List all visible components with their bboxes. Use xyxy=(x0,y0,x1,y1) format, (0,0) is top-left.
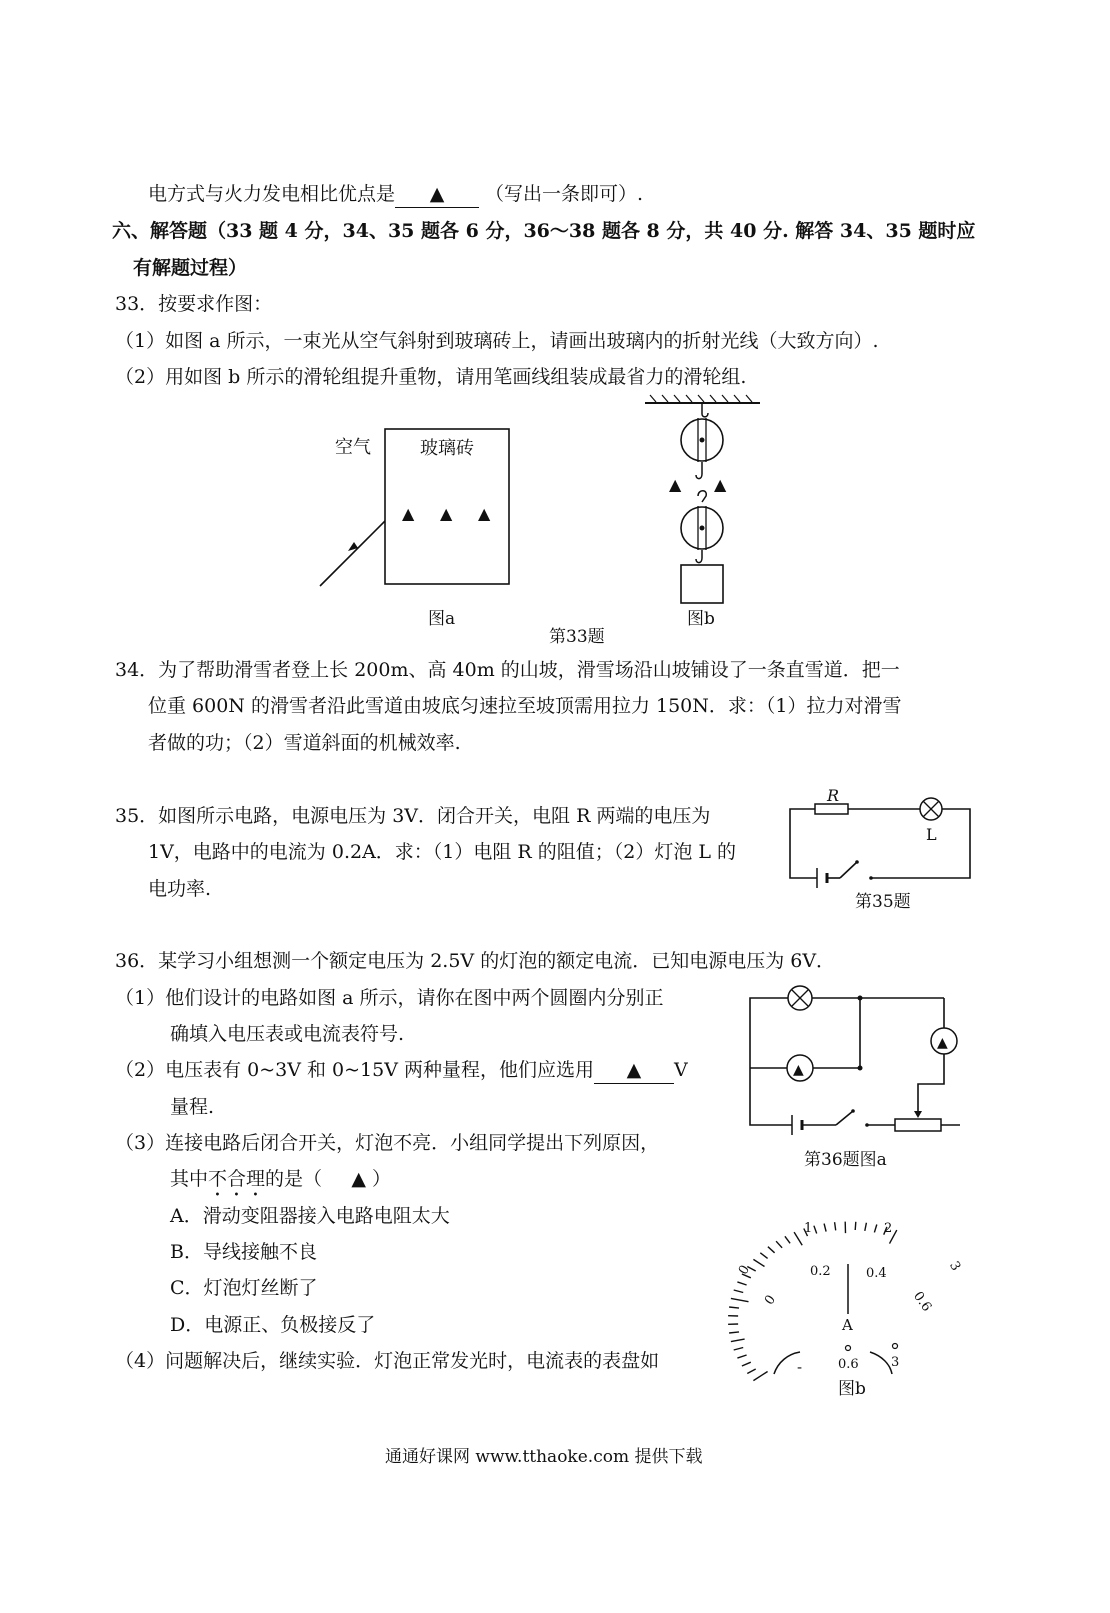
figure-33b xyxy=(640,392,770,632)
answer-blank[interactable]: ▲ xyxy=(395,181,479,208)
terminal-3 xyxy=(893,1344,898,1349)
terminal-0.6-label: 0.6 xyxy=(838,1357,859,1372)
dial-tick xyxy=(776,1241,782,1248)
scale-bottom-0.2: 0.2 xyxy=(810,1264,831,1279)
dial-tick xyxy=(865,1223,867,1231)
terminal-3-label: 3 xyxy=(891,1355,900,1370)
question-35-line3: 电功率. xyxy=(148,878,212,900)
section-six-heading-cont: 有解题过程） xyxy=(133,257,248,279)
dial-tick xyxy=(737,1355,746,1358)
question-33-part1: （1）如图 a 所示，一束光从空气斜射到玻璃砖上，请画出玻璃内的折射光线（大致方向）. xyxy=(115,330,879,352)
q32-tail-line: 电方式与火力发电相比优点是 ▲ （写出一条即可）. xyxy=(148,181,643,208)
figure-33-caption: 第33题 xyxy=(549,627,605,647)
dial-tick xyxy=(729,1307,739,1308)
dial-tick xyxy=(747,1369,755,1374)
option-c: C．灯泡灯丝断了 xyxy=(170,1277,318,1299)
figure-35-circuit xyxy=(785,762,980,917)
question-34-line3: 者做的功；（2）雪道斜面的机械效率. xyxy=(148,732,461,754)
caption-36b: 图b xyxy=(838,1379,866,1399)
dial-tick xyxy=(753,1372,767,1381)
answer-mark: ▲ xyxy=(669,475,682,494)
dial-tick xyxy=(737,1282,746,1285)
meter-circle-right[interactable] xyxy=(931,1028,957,1054)
caption-35: 第35题 xyxy=(855,892,911,912)
dial-tick xyxy=(824,1224,826,1232)
question-33: 33．按要求作图： xyxy=(115,293,273,315)
dial-tick xyxy=(731,1298,749,1301)
scale-bottom-0.6: 0.6 xyxy=(910,1289,935,1315)
dial-ticks xyxy=(728,1222,900,1381)
terminal-arc-right xyxy=(870,1352,892,1374)
movable-pulley xyxy=(681,506,723,550)
unit-label: A xyxy=(842,1316,853,1334)
dial-tick xyxy=(794,1232,802,1245)
dial-tick xyxy=(835,1222,836,1230)
dial-tick xyxy=(753,1259,764,1266)
svg-text:▲: ▲ xyxy=(937,1035,948,1051)
answer-mark: ▲ xyxy=(714,475,727,494)
answer-mark: ▲ xyxy=(478,504,491,523)
battery xyxy=(792,1115,802,1135)
dial-tick xyxy=(734,1290,744,1293)
label-L: L xyxy=(926,825,937,844)
dial-tick xyxy=(814,1226,817,1234)
scale-bottom-0: 0 xyxy=(761,1292,780,1308)
option-d: D．电源正、负极接反了 xyxy=(170,1314,376,1336)
answer-blank[interactable]: ▲ xyxy=(594,1057,674,1084)
movable-pulley-hook xyxy=(698,491,706,502)
section-six-heading: 六、解答题（33 题 4 分，34、35 题各 6 分，36～38 题各 8 分，共 40 分. 解答 34、35 题时应 xyxy=(112,220,976,242)
terminal-0.6 xyxy=(846,1346,851,1351)
rheostat-slider-arrow xyxy=(914,1111,922,1118)
dial-tick xyxy=(855,1222,856,1230)
answer-mark: ▲ xyxy=(440,504,453,523)
dial-tick xyxy=(734,1348,744,1351)
dial-tick xyxy=(874,1225,876,1233)
battery xyxy=(817,868,827,888)
dial-tick xyxy=(785,1236,790,1243)
top-hook xyxy=(702,403,708,417)
scale-top-0: 0 xyxy=(735,1262,754,1278)
question-36-part4: （4）问题解决后，继续实验．灯泡正常发光时，电流表的表盘如 xyxy=(115,1350,660,1372)
question-34-line2: 位重 600N 的滑雪者沿此雪道由坡底匀速拉至坡顶需用拉力 150N．求：（1）拉力对滑雪 xyxy=(148,695,902,717)
question-35-line2: 1V，电路中的电流为 0.2A．求：（1）电阻 R 的阻值；（2）灯泡 L 的 xyxy=(148,841,737,863)
question-34-line1: 34．为了帮助滑雪者登上长 200m、高 40m 的山坡，滑雪场沿山坡铺设了一条直雪道．把一 xyxy=(115,659,900,681)
rheostat xyxy=(895,1119,941,1131)
question-36-part3-line1: （3）连接电路后闭合开关，灯泡不亮．小组同学提出下列原因， xyxy=(115,1132,660,1154)
figure-36b-ammeter xyxy=(730,1212,980,1407)
fixed-pulley-hook xyxy=(696,462,702,479)
scale-top-2: 2 xyxy=(884,1221,893,1236)
caption-fig-a: 图a xyxy=(428,609,456,629)
load-block xyxy=(681,565,723,603)
dial-tick xyxy=(731,1339,745,1342)
terminal-minus: - xyxy=(797,1358,803,1376)
option-a: A．滑动变阻器接入电路电阻太大 xyxy=(170,1205,450,1227)
scale-bottom-0.4: 0.4 xyxy=(866,1266,887,1281)
option-b: B．导线接触不良 xyxy=(170,1241,317,1263)
label-air: 空气 xyxy=(335,437,371,458)
figure-36a-circuit xyxy=(740,975,975,1175)
dial-tick xyxy=(768,1247,775,1253)
resistor-R xyxy=(815,804,848,814)
incident-ray xyxy=(320,521,385,586)
fixed-pulley xyxy=(681,418,723,462)
question-35-line1: 35．如图所示电路，电源电压为 3V．闭合开关，电阻 R 两端的电压为 xyxy=(115,805,711,827)
page-footer: 通通好课网 www.tthaoke.com 提供下载 xyxy=(385,1447,703,1467)
question-36: 36．某学习小组想测一个额定电压为 2.5V 的灯泡的额定电流．已知电源电压为 6V． xyxy=(115,950,836,972)
question-33-part2: （2）用如图 b 所示的滑轮组提升重物，请用笔画线组装成最省力的滑轮组. xyxy=(115,366,747,388)
dial-tick xyxy=(760,1253,767,1259)
label-glass: 玻璃砖 xyxy=(420,438,474,459)
figure-33a xyxy=(310,418,530,638)
lamp xyxy=(788,986,812,1010)
switch xyxy=(851,1109,869,1127)
dial-tick xyxy=(742,1362,751,1366)
switch xyxy=(855,860,873,880)
question-36-part1-line2: 确填入电压表或电流表符号. xyxy=(170,1023,405,1045)
meter-circle-left[interactable] xyxy=(787,1055,813,1081)
dial-tick xyxy=(729,1332,739,1333)
caption-36a: 第36题图a xyxy=(804,1150,887,1170)
answer-slot[interactable]: ▲ xyxy=(351,1168,367,1190)
svg-text:▲: ▲ xyxy=(793,1062,804,1078)
label-R: R xyxy=(827,786,840,805)
question-36-part1-line1: （1）他们设计的电路如图 a 所示，请你在图中两个圆圈内分别正 xyxy=(115,987,664,1009)
question-36-part2-line1: （2）电压表有 0~3V 和 0~15V 两种量程，他们应选用 ▲ V xyxy=(115,1057,688,1084)
caption-fig-b: 图b xyxy=(687,609,715,629)
lamp-L xyxy=(920,798,942,820)
scale-top-3: 3 xyxy=(946,1259,964,1274)
load-hook xyxy=(696,550,702,563)
question-36-part3-line2: 其中不合理的是（ ▲ ） xyxy=(170,1168,392,1190)
scale-top-1: 1 xyxy=(804,1221,813,1236)
question-36-part2-line2: 量程. xyxy=(170,1096,215,1118)
answer-mark: ▲ xyxy=(402,504,415,523)
